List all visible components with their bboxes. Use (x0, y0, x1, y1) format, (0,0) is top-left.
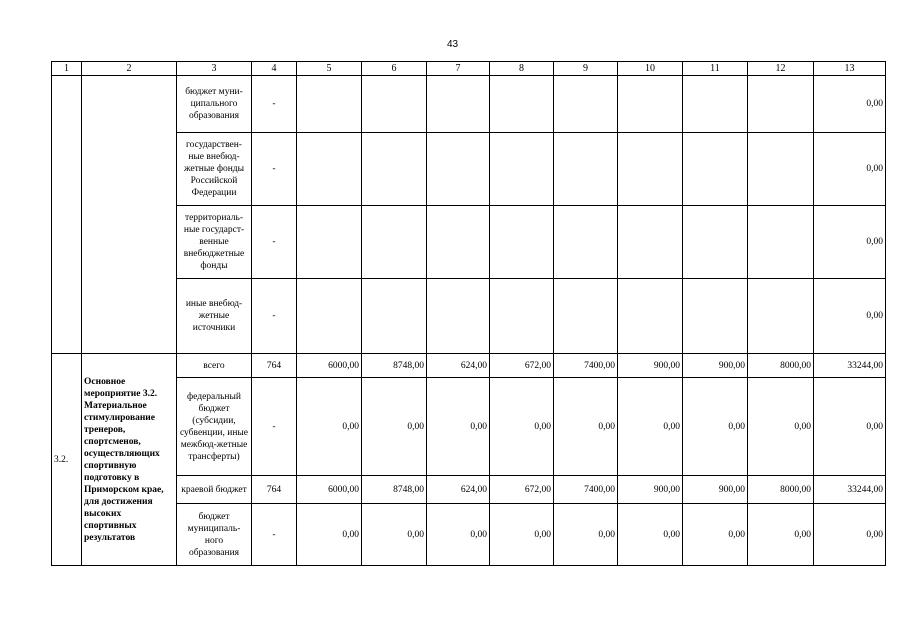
table-row (52, 279, 886, 354)
funding-source: бюджет муни-ципального образования (177, 76, 252, 133)
page-number: 43 (446, 39, 459, 50)
table-row (52, 378, 886, 476)
column-header-1: 1 (52, 62, 82, 76)
year-value: 8000,00 (748, 476, 814, 504)
column-header-2: 2 (82, 62, 177, 76)
col4-value: 764 (252, 354, 297, 378)
funding-source: федеральный бюджет (субсидии, субвенции, иные межбюд-жетные трансферты) (177, 378, 252, 476)
total-value: 0,00 (814, 378, 886, 476)
year-value: 7400,00 (554, 476, 618, 504)
column-header-6: 6 (362, 62, 427, 76)
column-header-4: 4 (252, 62, 297, 76)
year-value: 0,00 (618, 504, 683, 566)
col4-value: - (252, 504, 297, 566)
description-cell (82, 76, 177, 354)
year-value: 900,00 (683, 476, 748, 504)
funding-source: всего (177, 354, 252, 378)
year-value: 672,00 (490, 476, 554, 504)
total-value: 33244,00 (814, 476, 886, 504)
col4-value: - (252, 76, 297, 133)
year-value: 0,00 (297, 378, 362, 476)
year-value: 624,00 (427, 476, 490, 504)
column-header-7: 7 (427, 62, 490, 76)
funding-source: краевой бюджет (177, 476, 252, 504)
table-row (52, 206, 886, 279)
total-value: 0,00 (814, 504, 886, 566)
column-header-9: 9 (554, 62, 618, 76)
year-value: 900,00 (683, 354, 748, 378)
year-value: 0,00 (490, 378, 554, 476)
year-value: 8748,00 (362, 476, 427, 504)
year-value: 0,00 (748, 378, 814, 476)
year-value: 0,00 (297, 504, 362, 566)
total-value: 0,00 (814, 206, 886, 279)
table-row (52, 504, 886, 566)
column-number-row (52, 62, 886, 76)
year-value: 0,00 (362, 378, 427, 476)
column-header-13: 13 (814, 62, 886, 76)
year-value: 672,00 (490, 354, 554, 378)
year-value: 8000,00 (748, 354, 814, 378)
column-header-11: 11 (683, 62, 748, 76)
code-cell (52, 76, 82, 354)
year-value: 0,00 (554, 504, 618, 566)
year-value: 0,00 (490, 504, 554, 566)
funding-source: бюджет муниципаль-ного образования (177, 504, 252, 566)
table-row (52, 476, 886, 504)
year-value: 6000,00 (297, 354, 362, 378)
year-value: 0,00 (554, 378, 618, 476)
year-value: 624,00 (427, 354, 490, 378)
col4-value: - (252, 279, 297, 354)
budget-table (51, 61, 886, 566)
table-row (52, 354, 886, 378)
year-value: 0,00 (683, 504, 748, 566)
year-value: 0,00 (618, 378, 683, 476)
year-value: 0,00 (683, 378, 748, 476)
funding-source: территориаль-ные государст-венные внебюджетные фонды (177, 206, 252, 279)
year-value: 900,00 (618, 476, 683, 504)
year-value: 0,00 (362, 504, 427, 566)
funding-source: иные внебюд-жетные источники (177, 279, 252, 354)
col4-value: - (252, 133, 297, 206)
year-value: 7400,00 (554, 354, 618, 378)
activity-description: Основное мероприятие 3.2. Материальное стимулирование тренеров, спортсменов, осуществляющих спортивную подготовку в Приморском крае, для достижения высоких спортивных результатов (82, 354, 177, 566)
col4-value: - (252, 378, 297, 476)
year-value: 6000,00 (297, 476, 362, 504)
column-header-12: 12 (748, 62, 814, 76)
total-value: 0,00 (814, 133, 886, 206)
year-value: 0,00 (748, 504, 814, 566)
year-value: 0,00 (427, 504, 490, 566)
column-header-10: 10 (618, 62, 683, 76)
year-value: 900,00 (618, 354, 683, 378)
total-value: 0,00 (814, 279, 886, 354)
column-header-5: 5 (297, 62, 362, 76)
total-value: 0,00 (814, 76, 886, 133)
col4-value: - (252, 206, 297, 279)
column-header-8: 8 (490, 62, 554, 76)
year-value: 8748,00 (362, 354, 427, 378)
table-row (52, 133, 886, 206)
year-value: 0,00 (427, 378, 490, 476)
funding-source: государствен-ные внебюд-жетные фонды Российской Федерации (177, 133, 252, 206)
activity-code: 3.2. (52, 354, 82, 566)
total-value: 33244,00 (814, 354, 886, 378)
col4-value: 764 (252, 476, 297, 504)
column-header-3: 3 (177, 62, 252, 76)
table-row (52, 76, 886, 133)
